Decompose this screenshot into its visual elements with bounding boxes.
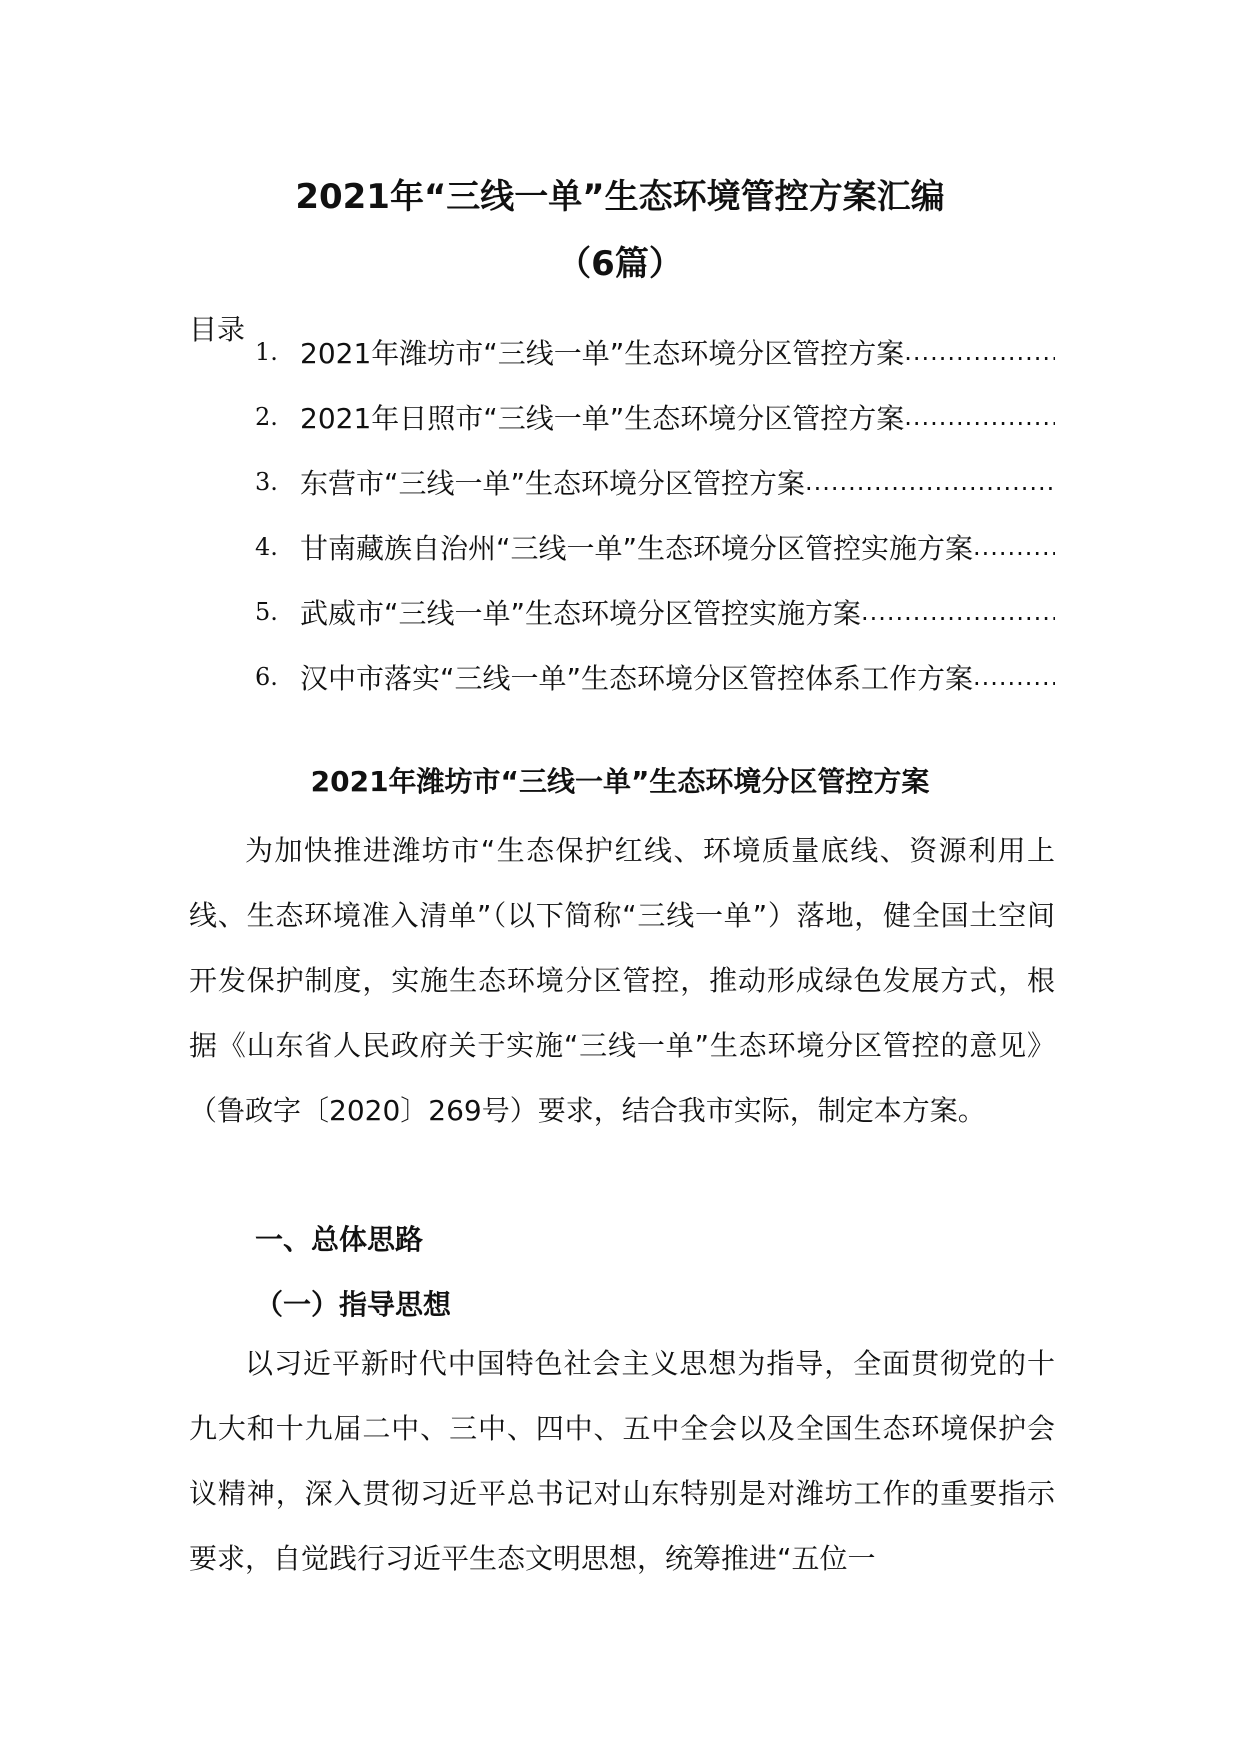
toc-item-text: 甘南藏族自治州“三线一单”生态环境分区管控实施方案 bbox=[300, 532, 974, 565]
toc-item-number: 5. bbox=[255, 598, 278, 626]
toc-item-number: 4. bbox=[255, 533, 278, 561]
toc-item-text: 汉中市落实“三线一单”生态环境分区管控体系工作方案 bbox=[300, 662, 974, 695]
section-title: 2021年潍坊市“三线一单”生态环境分区管控方案 bbox=[310, 765, 930, 798]
toc-item-number: 3. bbox=[255, 468, 278, 496]
document-title: 2021年“三线一单”生态环境管控方案汇编 bbox=[295, 177, 945, 217]
toc-item[interactable] bbox=[255, 655, 1055, 699]
document-subtitle: （6篇） bbox=[557, 244, 683, 284]
toc-item-number: 6. bbox=[255, 663, 278, 691]
toc-item-number: 1. bbox=[255, 338, 278, 366]
section-heading: 一、总体思路 bbox=[255, 1223, 424, 1256]
toc-dot-leader bbox=[805, 468, 1055, 496]
toc-item[interactable] bbox=[255, 590, 1055, 634]
toc-heading: 目录 bbox=[189, 313, 246, 346]
toc-item-number: 2. bbox=[255, 403, 278, 431]
toc-dot-leader bbox=[973, 533, 1055, 561]
toc-dot-leader bbox=[861, 598, 1055, 626]
toc-item[interactable] bbox=[255, 395, 1055, 439]
body-paragraph: 为加快推进潍坊市“生态保护红线、环境质量底线、资源利用上线、生态环境准入清单”（以下简称“三线一单”）落地，健全国土空间开发保护制度，实施生态环境分区管控，推动形成绿色发展方式，根据《山东省人民政府关于实施“三线一单”生态环境分区管控的意见》（鲁政字〔2020〕269号）要求，结合我市实际，制定本方案。 bbox=[189, 834, 1055, 1127]
toc-item[interactable] bbox=[255, 330, 1055, 374]
toc-item-text: 2021年潍坊市“三线一单”生态环境分区管控方案 bbox=[300, 337, 905, 370]
toc-item-text: 2021年日照市“三线一单”生态环境分区管控方案 bbox=[300, 402, 905, 435]
toc-dot-leader bbox=[904, 403, 1055, 431]
toc-dot-leader bbox=[904, 338, 1055, 366]
toc-dot-leader bbox=[973, 663, 1055, 691]
subsection-heading: （一）指导思想 bbox=[255, 1288, 452, 1321]
body-paragraph: 以习近平新时代中国特色社会主义思想为指导，全面贯彻党的十九大和十九届二中、三中、四中、五中全会以及全国生态环境保护会议精神，深入贯彻习近平总书记对山东特别是对潍坊工作的重要指示要求，自觉践行习近平生态文明思想，统筹推进“五位一 bbox=[189, 1347, 1055, 1575]
toc-item-text: 武威市“三线一单”生态环境分区管控实施方案 bbox=[300, 597, 862, 630]
toc-item[interactable] bbox=[255, 525, 1055, 569]
toc-item[interactable] bbox=[255, 460, 1055, 504]
toc-item-text: 东营市“三线一单”生态环境分区管控方案 bbox=[300, 467, 806, 500]
